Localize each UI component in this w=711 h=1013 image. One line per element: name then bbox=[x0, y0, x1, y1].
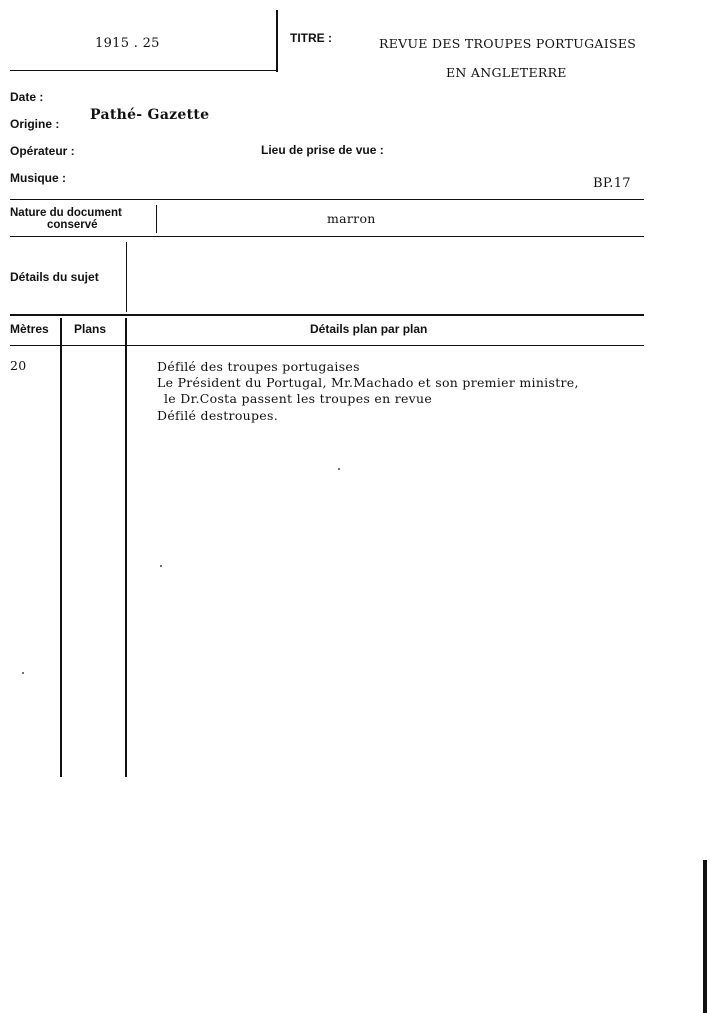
table-header-rule bbox=[10, 345, 644, 346]
lieu-label: Lieu de prise de vue : bbox=[261, 143, 384, 157]
col-header-plans: Plans bbox=[74, 322, 107, 336]
nature-label-line-1: Nature du document bbox=[10, 207, 122, 219]
scan-edge-shadow bbox=[703, 860, 707, 1013]
col-divider-metres bbox=[60, 318, 62, 777]
document-code: BP.17 bbox=[593, 176, 631, 191]
scan-speck bbox=[22, 672, 24, 674]
detail-line-2: Le Président du Portugal, Mr.Machado et son premier ministre, bbox=[157, 375, 579, 390]
origine-label: Origine : bbox=[10, 117, 60, 131]
col-header-details: Détails plan par plan bbox=[310, 322, 428, 336]
detail-line-4: Défilé destroupes. bbox=[157, 408, 278, 423]
table-top-rule bbox=[10, 314, 644, 316]
date-label: Date : bbox=[10, 90, 44, 104]
sujet-label: Détails du sujet bbox=[10, 270, 99, 284]
col-divider-plans bbox=[125, 318, 127, 777]
scan-speck bbox=[160, 565, 162, 567]
operateur-label: Opérateur : bbox=[10, 144, 75, 158]
title-line-2: EN ANGLETERRE bbox=[446, 65, 567, 80]
detail-line-3: le Dr.Costa passent les troupes en revue bbox=[164, 391, 433, 406]
nature-divider bbox=[156, 205, 157, 233]
nature-value: marron bbox=[327, 211, 376, 226]
reference-number: 1915 . 25 bbox=[95, 36, 160, 51]
nature-bottom-rule bbox=[10, 236, 644, 237]
col-header-metres: Mètres bbox=[10, 322, 49, 336]
sujet-divider bbox=[126, 242, 127, 312]
metres-value: 20 bbox=[10, 358, 27, 373]
title-line-1: REVUE DES TROUPES PORTUGAISES bbox=[379, 36, 637, 51]
titre-label: TITRE : bbox=[290, 31, 332, 45]
detail-line-1: Défilé des troupes portugaises bbox=[157, 359, 360, 374]
header-underline bbox=[10, 70, 277, 71]
nature-label-line-2: conservé bbox=[47, 219, 98, 231]
origine-value: Pathé- Gazette bbox=[90, 107, 210, 123]
nature-top-rule bbox=[10, 199, 644, 200]
scan-speck bbox=[338, 468, 340, 470]
header-divider bbox=[276, 10, 278, 72]
musique-label: Musique : bbox=[10, 171, 66, 185]
